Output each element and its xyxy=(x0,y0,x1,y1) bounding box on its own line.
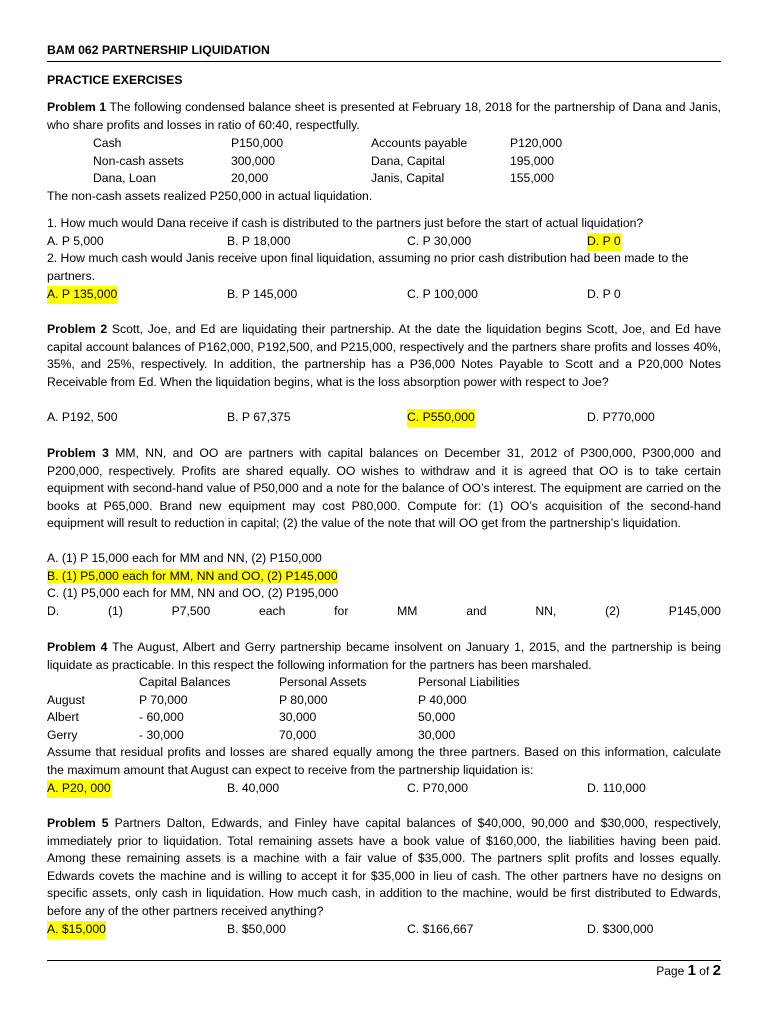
of-word: of xyxy=(699,964,710,978)
table-cell: August xyxy=(47,692,85,707)
table-cell: P 70,000 xyxy=(139,692,188,707)
choice: D. P770,000 xyxy=(587,410,655,424)
table-header: Personal Assets xyxy=(279,675,367,689)
table-cell: 70,000 xyxy=(279,727,317,742)
table-cell: Gerry xyxy=(47,727,78,742)
problem-5-text xyxy=(47,815,721,921)
problem-4-choices xyxy=(47,780,721,798)
table-cell: 30,000 xyxy=(418,727,456,742)
choice-highlighted: D. P 0 xyxy=(587,233,621,251)
choice-highlighted: C. P550,000 xyxy=(407,409,475,427)
problem-1-body: The following condensed balance sheet is presented at February 18, 2018 for the partnership of Dana and Janis, who share profits and losses in ratio of 60:40, respectfully. xyxy=(47,100,721,132)
problem-4-body: The August, Albert and Gerry partnership became insolvent on January 1, 2015, and the partnership is being liquidate as practicable. In this respect the following information for the partners has been marshaled. xyxy=(47,640,721,672)
choice-word: D. xyxy=(47,603,60,618)
problem-4-question: Assume that residual profits and losses are shared equally among the three partners. Based on this information, calculate the maximum amount that August can expect to receive from the partnership liquidation is: xyxy=(47,745,721,777)
table-cell: P 80,000 xyxy=(279,692,328,707)
table-row xyxy=(47,692,721,710)
choice: C. P 100,000 xyxy=(407,287,478,301)
balance-sheet-cell: Non-cash assets xyxy=(93,153,184,168)
choice-highlighted: A. $15,000 xyxy=(47,921,106,939)
page-number: 1 xyxy=(687,962,696,979)
choice: A. P192, 500 xyxy=(47,410,118,424)
balance-sheet-cell: 195,000 xyxy=(510,153,555,168)
page-total: 2 xyxy=(712,962,721,979)
balance-sheet-cell: 20,000 xyxy=(231,171,269,186)
choice-word: (2) xyxy=(605,603,620,618)
problem-3-body: MM, NN, and OO are partners with capital balances on December 31, 2012 of P300,000, P300,000 and P200,000, respectively. Profits are shared equally. OO wishes to withdraw and it is agreed that OO is to take certain equipment with second-hand value of P50,000 and a note for the balance of OO’s interest. The equipment are carried on the books at P65,000. Brand new equipment may cost P80,000. Compute for: (1) OO’s acquisition of the second-hand equipment will result to reduction in capital; (2) the value of the note that will OO get from the partnership’s liquidation. xyxy=(47,446,721,531)
choice-highlighted: A. P20, 000 xyxy=(47,780,111,798)
balance-sheet-row xyxy=(47,135,721,153)
choice: B. 40,000 xyxy=(227,781,280,795)
choice-word: MM xyxy=(397,603,418,618)
problem-4-text xyxy=(47,639,721,674)
document-title: BAM 062 PARTNERSHIP LIQUIDATION xyxy=(47,43,270,57)
question-1: 1. How much would Dana receive if cash is distributed to the partners just before the start of actual liquidation? xyxy=(47,216,644,230)
balance-sheet-cell: Cash xyxy=(93,136,122,150)
page-footer xyxy=(656,962,721,981)
balance-sheet xyxy=(47,135,721,205)
balance-sheet-cell: Janis, Capital xyxy=(371,171,445,186)
table-cell: - 30,000 xyxy=(139,727,184,742)
balance-sheet-cell: Accounts payable xyxy=(371,136,468,150)
footer-rule xyxy=(47,960,721,961)
choice-d-justified xyxy=(47,603,721,621)
table-cell: P 40,000 xyxy=(418,692,467,707)
choice: C. $166,667 xyxy=(407,922,474,936)
choice: C. P 30,000 xyxy=(407,234,472,248)
choice-word: for xyxy=(334,603,349,618)
section-title: PRACTICE EXERCISES xyxy=(47,73,183,87)
table-row xyxy=(47,727,721,745)
choice-highlighted: B. (1) P5,000 each for MM, NN and OO, (2) P145,000 xyxy=(47,568,338,583)
choice-word: each xyxy=(258,603,286,618)
header-rule xyxy=(47,61,721,62)
table-row xyxy=(47,709,721,727)
balance-sheet-cell: P120,000 xyxy=(510,136,563,150)
choice-highlighted: A. P 135,000 xyxy=(47,286,117,304)
problem-3-text xyxy=(47,445,721,533)
problem-2-choices xyxy=(47,409,721,427)
table-cell: Albert xyxy=(47,710,79,725)
choice: D. 110,000 xyxy=(587,781,646,795)
choice: B. P 67,375 xyxy=(227,410,291,424)
balance-sheet-row xyxy=(47,170,721,188)
choice-word: P145,000 xyxy=(668,603,721,618)
table-cell: 30,000 xyxy=(279,710,317,725)
choice: B. P 18,000 xyxy=(227,234,291,248)
problem-1-label: Problem 1 xyxy=(47,100,107,114)
choice: A. P 5,000 xyxy=(47,234,104,248)
balance-sheet-row xyxy=(47,153,721,171)
choice-word: P7,500 xyxy=(171,603,211,618)
choice: B. $50,000 xyxy=(227,922,286,936)
balance-sheet-cell: 155,000 xyxy=(510,171,555,186)
choice-word: NN, xyxy=(535,603,557,618)
choice-word: and xyxy=(466,603,487,618)
choice: D. $300,000 xyxy=(587,922,654,936)
problem-1-text xyxy=(47,99,721,134)
problem-2-label: Problem 2 xyxy=(47,322,108,336)
problem-5-label: Problem 5 xyxy=(47,816,109,830)
balance-sheet-cell: 300,000 xyxy=(231,153,276,168)
problem-4-label: Problem 4 xyxy=(47,640,108,654)
question-2: 2. How much cash would Janis receive upon final liquidation, assuming no prior cash distribution had been made to the partners. xyxy=(47,251,689,283)
choice: C. P70,000 xyxy=(407,781,468,795)
balance-sheet-cell: P150,000 xyxy=(231,136,284,150)
partners-table xyxy=(47,674,721,744)
balance-sheet-cell: Dana, Capital xyxy=(371,153,445,168)
balance-sheet-cell: Dana, Loan xyxy=(93,171,157,186)
problem-3-label: Problem 3 xyxy=(47,446,109,460)
question-1-choices xyxy=(47,233,721,251)
page-word: Page xyxy=(656,964,685,978)
problem-5-choices xyxy=(47,921,721,939)
choice-word: (1) xyxy=(107,603,123,618)
table-header: Capital Balances xyxy=(139,675,231,689)
problem-1-note: The non-cash assets realized P250,000 in actual liquidation. xyxy=(47,188,373,203)
question-2-choices xyxy=(47,286,721,304)
table-header-row xyxy=(47,674,721,692)
choice: B. P 145,000 xyxy=(227,287,298,301)
problem-2-body: Scott, Joe, and Ed are liquidating their partnership. At the date the liquidation begins Scott, Joe, and Ed have capital account balances of P162,000, P192,500, and P215,000, respectively and the partners share profits and losses 40%, 35%, and 25%, respectively. In addition, the partnership has a P36,000 Notes Payable to Scott and a P20,000 Notes Receivable from Ed. When the liquidation begins, what is the loss absorption power with respect to Joe? xyxy=(47,322,721,389)
table-header: Personal Liabilities xyxy=(418,675,520,689)
choice: D. P 0 xyxy=(587,287,621,301)
problem-3-choices xyxy=(47,550,721,620)
problem-5-body: Partners Dalton, Edwards, and Finley have capital balances of $40,000, 90,000 and $30,000, respectively, immediately prior to liquidation. Total remaining assets have a book value of $160,000, the liabilities having been paid. Among these remaining assets is a machine with a fair value of $35,000. The partners split profits and losses equally. Edwards covets the machine and is willing to accept it for $35,000 in lieu of cash. The other partners have no designs on specific assets, only cash in liquidation. How much cash, in addition to the machine, would be first distributed to Edwards, before any of the other partners received anything? xyxy=(47,816,721,918)
choice: C. (1) P5,000 each for MM, NN and OO, (2) P195,000 xyxy=(47,586,339,601)
problem-2-text xyxy=(47,321,721,391)
table-cell: 50,000 xyxy=(418,710,456,725)
choice: A. (1) P 15,000 each for MM and NN, (2) P150,000 xyxy=(47,551,322,565)
table-cell: - 60,000 xyxy=(139,710,184,725)
